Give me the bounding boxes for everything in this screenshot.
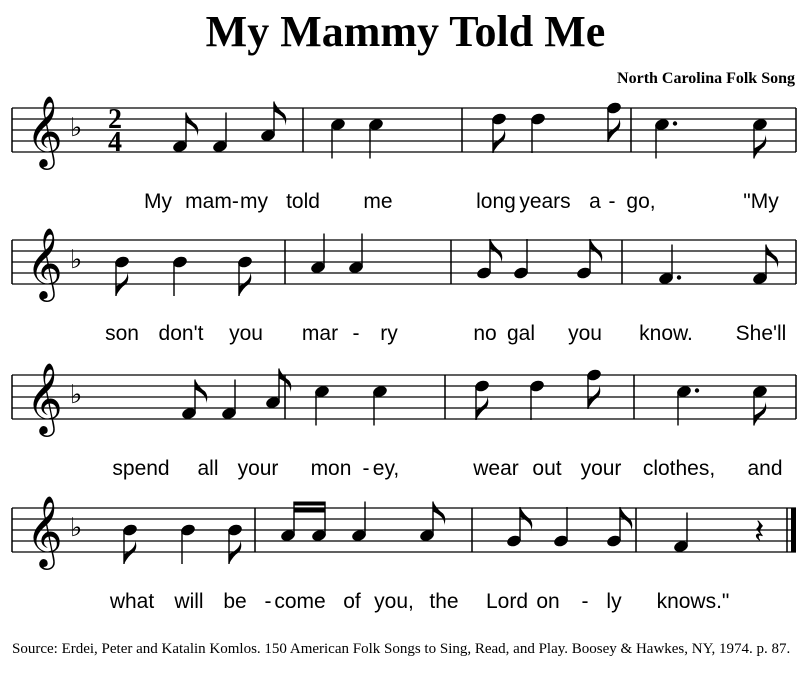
eighth-flag [186, 113, 198, 137]
lyric-syllable: - [581, 590, 589, 613]
lyric-syllable: out [532, 457, 562, 480]
time-signature-top: 2 [108, 104, 122, 135]
lyric-syllable: clothes, [642, 457, 716, 480]
lyric-syllable: don't [158, 322, 204, 345]
dot [677, 275, 681, 279]
lyric-syllable: She'll [735, 322, 787, 345]
lyric-syllable: your [237, 457, 279, 480]
lyric-syllable: mar [301, 322, 339, 345]
lyric-syllable: wear [473, 457, 519, 480]
eighth-flag [195, 380, 207, 404]
lyric-syllable: a [589, 190, 601, 213]
lyric-syllable: spend [112, 457, 170, 480]
eighth-flag [754, 402, 766, 426]
eighth-flag [274, 102, 286, 126]
time-signature-bottom: 4 [108, 127, 122, 158]
lyric-syllable: - [352, 322, 360, 345]
staff-system-3 [12, 361, 796, 480]
lyric-syllable: you, [374, 590, 414, 613]
lyric-syllable: years [519, 190, 571, 213]
eighth-flag [433, 502, 445, 526]
lyric-syllable: ry [380, 322, 398, 345]
source-citation: Source: Erdei, Peter and Katalin Komlos. 150 American Folk Songs to Sing, Read, and Play. Boosey & Hawkes, NY, 1974. p. 87. [12, 641, 791, 657]
dot [673, 121, 677, 125]
lyric-syllable: your [580, 457, 622, 480]
lyric-syllable: ey, [372, 457, 400, 480]
beam [294, 502, 325, 506]
treble-clef-icon: 𝄞 [26, 361, 63, 434]
eighth-flag [754, 135, 766, 159]
lyric-syllable: mam- [185, 190, 239, 213]
lyric-syllable: told [286, 190, 320, 213]
treble-clef-icon: 𝄞 [26, 94, 63, 167]
beam [294, 509, 325, 513]
lyric-syllable: Lord [485, 590, 529, 613]
staff-system-1 [12, 94, 796, 213]
staff-system-2 [12, 226, 796, 345]
lyric-syllable: me [363, 190, 393, 213]
lyric-syllable: will [174, 590, 204, 613]
lyric-syllable: - [362, 457, 370, 480]
song-title: My Mammy Told Me [205, 7, 606, 56]
lyric-syllable: you [229, 322, 263, 345]
lyric-syllable: - [264, 590, 272, 613]
flat-key-signature-icon: ♭ [70, 513, 83, 543]
lyric-syllable: long [476, 190, 516, 213]
lyric-syllable: son [105, 322, 139, 345]
dot [695, 388, 699, 392]
flat-key-signature-icon: ♭ [70, 245, 83, 275]
eighth-flag [766, 245, 778, 269]
lyric-syllable: the [429, 590, 459, 613]
composer-credit: North Carolina Folk Song [617, 70, 795, 87]
lyric-syllable: - [608, 190, 616, 213]
lyric-syllable: "My [743, 190, 779, 213]
treble-clef-icon: 𝄞 [26, 226, 63, 299]
lyric-syllable: my [240, 190, 268, 213]
final-barline [791, 508, 796, 552]
quarter-rest-icon: 𝄽 [754, 512, 765, 552]
lyric-syllable: gal [506, 322, 536, 345]
lyric-syllable: what [109, 590, 155, 613]
flat-key-signature-icon: ♭ [70, 113, 83, 143]
lyric-syllable: go, [626, 190, 656, 213]
lyric-syllable: know. [639, 322, 693, 345]
lyric-syllable: of [343, 590, 361, 613]
lyric-syllable: come [274, 590, 326, 613]
lyric-syllable: My [144, 190, 172, 213]
lyric-syllable: all [197, 457, 219, 480]
lyric-syllable: be [223, 590, 247, 613]
lyric-syllable: mon [310, 457, 352, 480]
treble-clef-icon: 𝄞 [26, 494, 63, 567]
lyric-syllable: knows." [656, 590, 730, 613]
lyric-syllable: on [536, 590, 560, 613]
lyric-syllable: ly [606, 590, 622, 613]
flat-key-signature-icon: ♭ [70, 380, 83, 410]
lyric-syllable: no [473, 322, 497, 345]
lyric-syllable: and [747, 457, 783, 480]
staff-system-4 [12, 494, 796, 613]
lyric-syllable: you [568, 322, 602, 345]
